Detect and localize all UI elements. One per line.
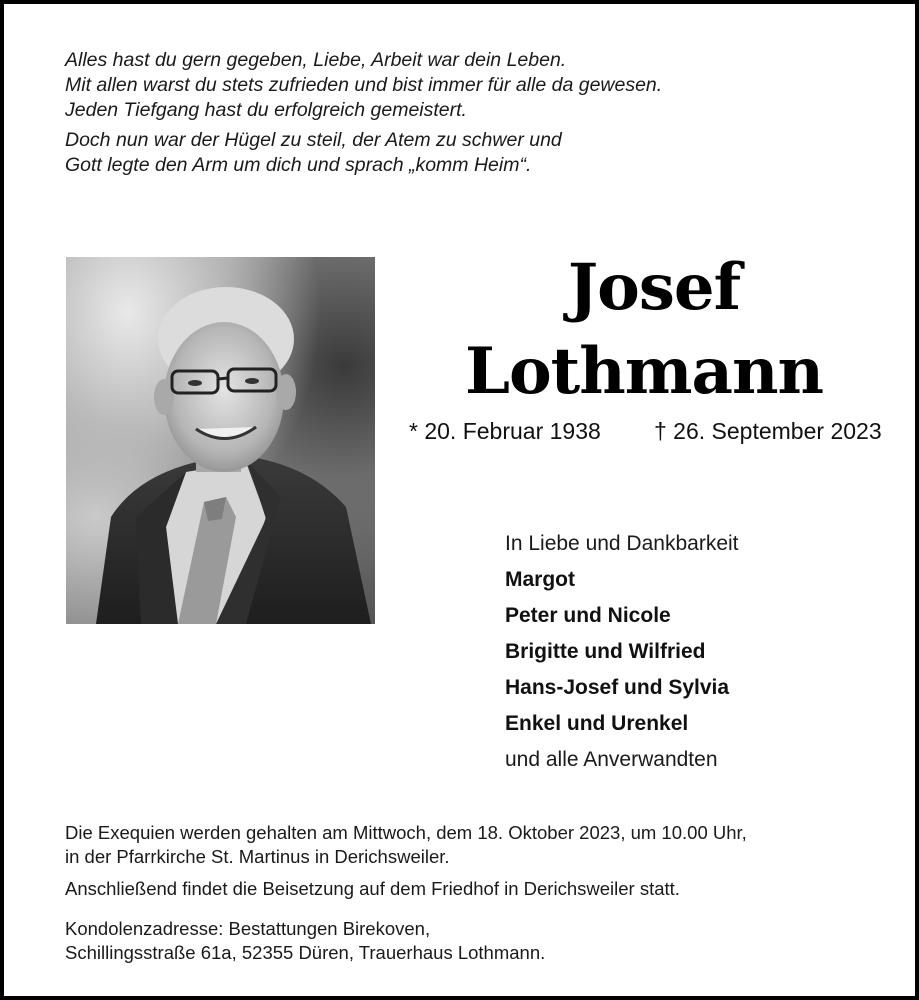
poem-line: Alles hast du gern gegeben, Liebe, Arbeit war dein Leben. — [65, 49, 567, 71]
obituary-card — [4, 4, 915, 996]
portrait-illustration — [66, 257, 375, 624]
info-line: Kondolenzadresse: Bestattungen Birekoven, — [65, 918, 431, 939]
poem-line: Mit allen warst du stets zufrieden und bist immer für alle da gewesen. — [65, 74, 663, 96]
burial-info — [65, 877, 680, 901]
mourner-name: Margot — [505, 568, 575, 591]
poem-line: Gott legte den Arm um dich und sprach „komm Heim“. — [65, 154, 532, 176]
poem-stanza-1 — [65, 48, 662, 123]
funeral-service-info — [65, 821, 747, 869]
deceased-first-name: Josef — [567, 250, 741, 325]
mourner-name: Hans-Josef und Sylvia — [505, 676, 730, 699]
mourners-intro: In Liebe und Dankbarkeit — [505, 532, 739, 555]
poem — [65, 48, 662, 183]
mourners-list — [505, 526, 739, 778]
info-line: Die Exequien werden gehalten am Mittwoch, dem 18. Oktober 2023, um 10.00 Uhr, — [65, 822, 747, 843]
info-line: Anschließend findet die Beisetzung auf dem Friedhof in Derichsweiler statt. — [65, 878, 680, 899]
info-line: Schillingsstraße 61a, 52355 Düren, Trauerhaus Lothmann. — [65, 942, 546, 963]
mourner-name: Brigitte und Wilfried — [505, 640, 706, 663]
death-date: † 26. September 2023 — [654, 418, 882, 444]
condolence-address — [65, 917, 545, 965]
poem-line: Jeden Tiefgang hast du erfolgreich gemeistert. — [65, 99, 467, 121]
poem-stanza-2 — [65, 128, 662, 178]
birth-date: * 20. Februar 1938 — [409, 418, 601, 444]
mourners-outro: und alle Anverwandten — [505, 748, 718, 771]
mourner-name: Enkel und Urenkel — [505, 712, 689, 735]
info-line: in der Pfarrkirche St. Martinus in Derichsweiler. — [65, 846, 450, 867]
mourner-name: Peter und Nicole — [505, 604, 671, 627]
deceased-last-name: Lothmann — [464, 334, 824, 409]
poem-line: Doch nun war der Hügel zu steil, der Atem zu schwer und — [65, 129, 562, 151]
portrait-photo — [66, 257, 375, 624]
